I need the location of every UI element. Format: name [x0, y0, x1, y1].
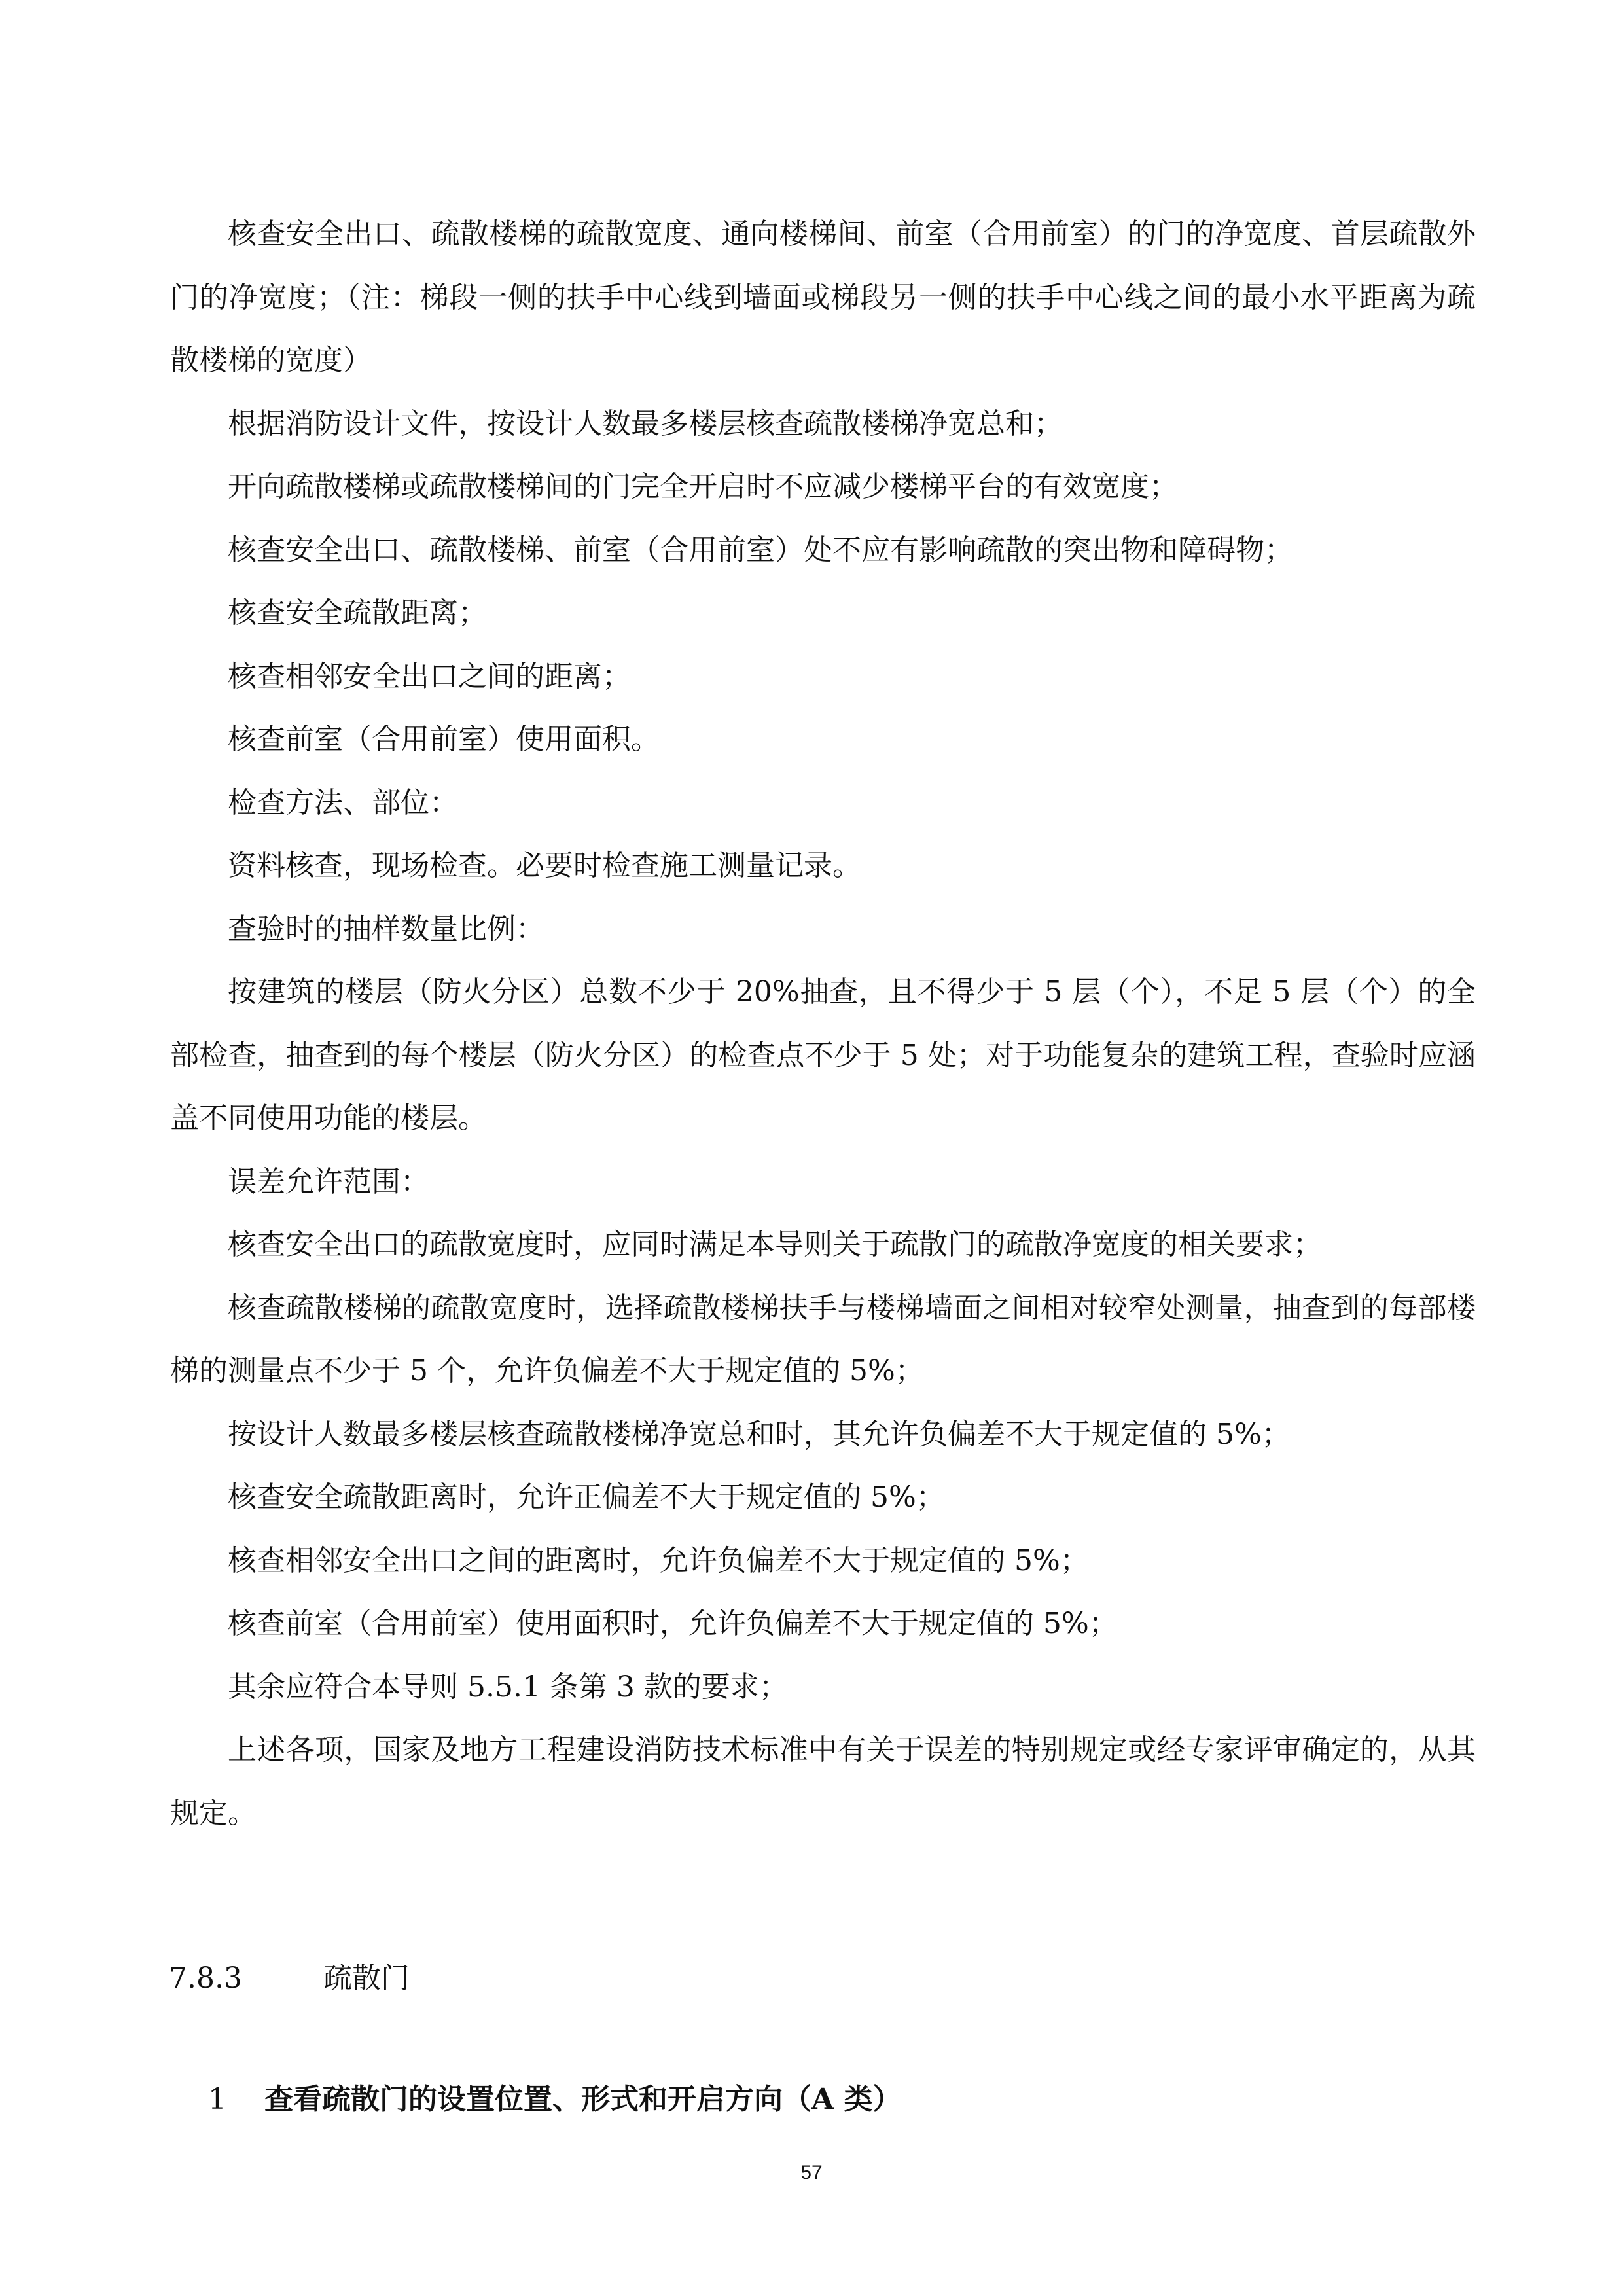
body-text [170, 203, 1476, 1845]
paragraph: 核查安全疏散距离； [228, 596, 487, 630]
item-title: 查看疏散门的设置位置、形式和开启方向（A 类） [264, 2083, 902, 2116]
item-heading [208, 2068, 1478, 2131]
paragraph: 核查安全出口的疏散宽度时，应同时满足本导则关于疏散门的疏散净宽度的相关要求； [228, 1228, 1322, 1261]
paragraph: 按建筑的楼层（防火分区）总数不少于 20%抽查，且不得少于 5 层（个），不足 5 层（个）的全部检查，抽查到的每个楼层（防火分区）的检查点不少于 5 处；对于功能复杂的建筑工程，查验时应涵盖不同使用功能的楼层。 [170, 975, 1476, 1135]
paragraph: 核查安全出口、疏散楼梯、前室（合用前室）处不应有影响疏散的突出物和障碍物； [228, 533, 1293, 567]
section-heading [169, 1947, 1474, 2010]
paragraph: 核查安全出口、疏散楼梯的疏散宽度、通向楼梯间、前室（合用前室）的门的净宽度、首层疏散外门的净宽度；（注：梯段一侧的扶手中心线到墙面或梯段另一侧的扶手中心线之间的最小水平距离为疏散楼梯的宽度） [170, 217, 1476, 377]
paragraph: 核查前室（合用前室）使用面积。 [228, 723, 660, 756]
paragraph: 核查安全疏散距离时，允许正偏差不大于规定值的 5%； [228, 1480, 945, 1514]
paragraph: 开向疏散楼梯或疏散楼梯间的门完全开启时不应减少楼梯平台的有效宽度； [228, 470, 1178, 503]
paragraph: 核查前室（合用前室）使用面积时，允许负偏差不大于规定值的 5%； [228, 1607, 1118, 1640]
paragraph: 检查方法、部位： [228, 785, 458, 819]
paragraph: 根据消防设计文件，按设计人数最多楼层核查疏散楼梯净宽总和； [228, 406, 1063, 440]
paragraph: 上述各项，国家及地方工程建设消防技术标准中有关于误差的特别规定或经专家评审确定的，从其规定。 [170, 1733, 1476, 1830]
paragraph: 资料核查，现场检查。必要时检查施工测量记录。 [228, 849, 861, 882]
paragraph: 误差允许范围： [228, 1164, 429, 1198]
item-number: 1 [208, 2083, 226, 2116]
paragraph: 核查疏散楼梯的疏散宽度时，选择疏散楼梯扶手与楼梯墙面之间相对较窄处测量，抽查到的每部楼梯的测量点不少于 5 个，允许负偏差不大于规定值的 5%； [170, 1291, 1476, 1388]
paragraph: 查验时的抽样数量比例： [228, 912, 544, 946]
paragraph: 核查相邻安全出口之间的距离时，允许负偏差不大于规定值的 5%； [228, 1543, 1089, 1577]
page-number: 57 [800, 2162, 823, 2183]
paragraph: 其余应符合本导则 5.5.1 条第 3 款的要求； [228, 1670, 788, 1704]
paragraph: 按设计人数最多楼层核查疏散楼梯净宽总和时，其允许负偏差不大于规定值的 5%； [228, 1417, 1291, 1451]
section-number: 7.8.3 [169, 1962, 242, 1995]
section-title: 疏散门 [323, 1962, 410, 1995]
paragraph: 核查相邻安全出口之间的距离； [228, 659, 631, 693]
